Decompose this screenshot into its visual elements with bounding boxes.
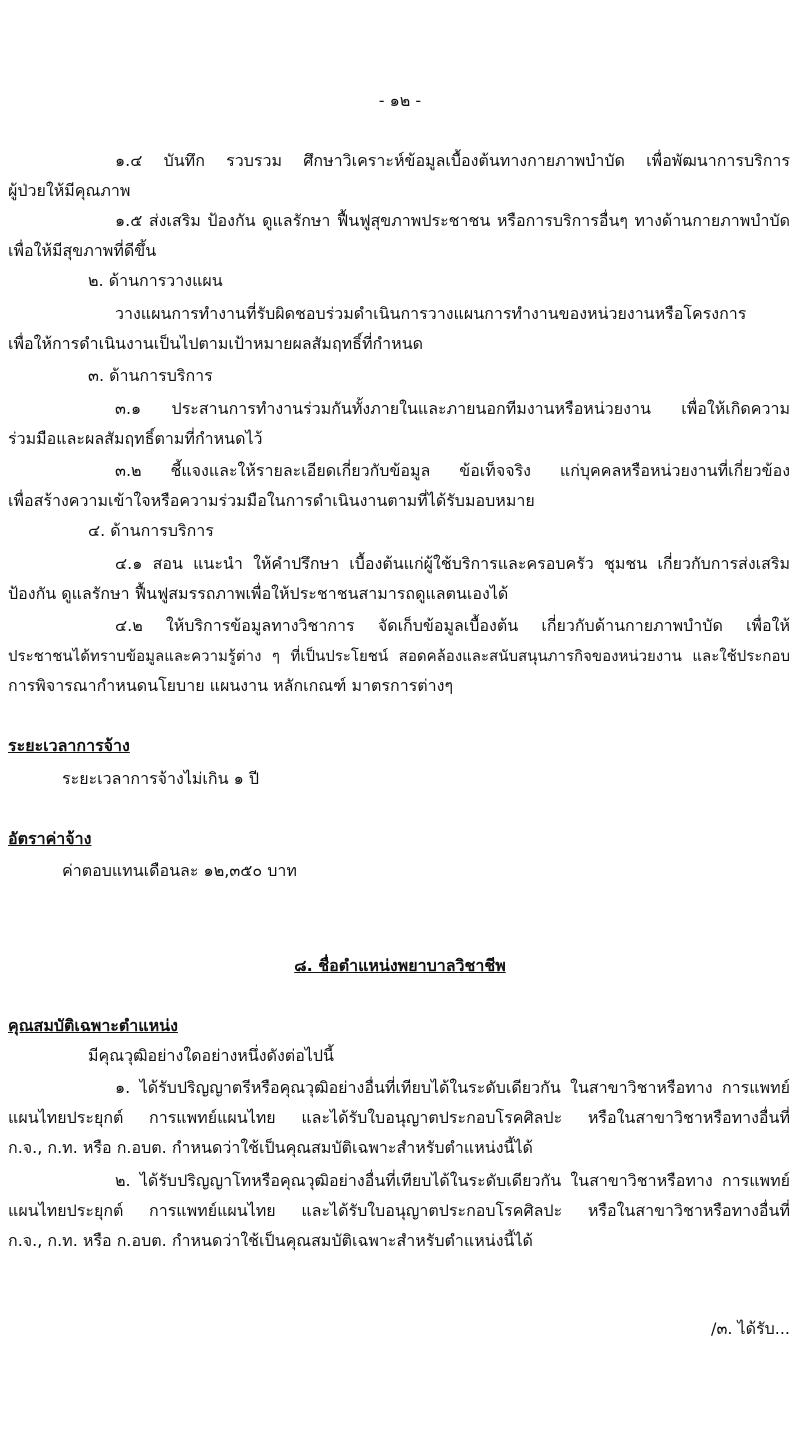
- qualification-2-line-2: แผนไทยประยุกต์ การแพทย์แผนไทย และได้รับใบอนุญาตประกอบโรคศิลปะ หรือในสาขาวิชาหรือทางอื่นที่: [8, 1201, 790, 1220]
- item-3-1-line-1: ๓.๑ ประสานการทำงานร่วมกันทั้งภายในและภายนอกทีมงานหรือหน่วยงาน เพื่อให้เกิดความ: [115, 399, 790, 418]
- section-3-heading: ๓. ด้านการบริการ: [88, 366, 213, 385]
- item-4-1-line-2: ป้องกัน ดูแลรักษา ฟื้นฟูสมรรถภาพเพื่อให้ประชาชนสามารถดูแลตนเองได้: [8, 584, 509, 603]
- qualifications-intro: มีคุณวุฒิอย่างใดอย่างหนึ่งดังต่อไปนี้: [88, 1046, 334, 1065]
- wage-heading: อัตราค่าจ้าง: [8, 829, 92, 848]
- section-2-heading: ๒. ด้านการวางแผน: [88, 271, 223, 290]
- qualification-2-line-1: ๒. ได้รับปริญญาโทหรือคุณวุฒิอย่างอื่นที่เทียบได้ในระดับเดียวกัน ในสาขาวิชาหรือทาง การแพทย์: [115, 1171, 790, 1190]
- qualification-2-line-3: ก.จ., ก.ท. หรือ ก.อบต. กำหนดว่าใช้เป็นคุณสมบัติเฉพาะสำหรับตำแหน่งนี้ได้: [8, 1231, 533, 1250]
- item-4-1-line-1: ๔.๑ สอน แนะนำ ให้คำปรึกษา เบื้องต้นแก่ผู้ใช้บริการและครอบครัว ชุมชน เกี่ยวกับการส่งเสริม: [115, 554, 790, 573]
- item-3-2-line-2: เพื่อสร้างความเข้าใจหรือความร่วมมือในการดำเนินงานตามที่ได้รับมอบหมาย: [8, 491, 535, 510]
- item-3-1-line-2: ร่วมมือและผลสัมฤทธิ์ตามที่กำหนดไว้: [8, 429, 263, 448]
- item-3-2-line-1: ๓.๒ ชี้แจงและให้รายละเอียดเกี่ยวกับข้อมูล ข้อเท็จจริง แก่บุคคลหรือหน่วยงานที่เกี่ยวข้อง: [115, 461, 790, 480]
- position-title: ๘. ชื่อตำแหน่งพยาบาลวิชาชีพ: [294, 956, 506, 975]
- item-1-5-line-2: เพื่อให้มีสุขภาพที่ดีขึ้น: [8, 241, 157, 260]
- page-number: - ๑๒ -: [378, 91, 422, 110]
- item-4-2-line-2: ประชาชนได้ทราบข้อมูลและความรู้ต่าง ๆ ที่เป็นประโยชน์ สอดคล้องและสนับสนุนภารกิจของหน่วยงาน และใช้ประกอบ: [8, 647, 790, 665]
- qualifications-heading: คุณสมบัติเฉพาะตำแหน่ง: [8, 1016, 178, 1035]
- section-2-line-2: เพื่อให้การดำเนินงานเป็นไปตามเป้าหมายผลสัมฤทธิ์ที่กำหนด: [8, 334, 424, 353]
- item-1-4-line-1: ๑.๔ บันทึก รวบรวม ศึกษาวิเคราะห์ข้อมูลเบื้องต้นทางกายภาพบำบัด เพื่อพัฒนาการบริการ: [115, 151, 790, 170]
- duration-heading: ระยะเวลาการจ้าง: [8, 736, 130, 755]
- duration-text: ระยะเวลาการจ้างไม่เกิน ๑ ปี: [62, 769, 260, 788]
- qualification-1-line-1: ๑. ได้รับปริญญาตรีหรือคุณวุฒิอย่างอื่นที่เทียบได้ในระดับเดียวกัน ในสาขาวิชาหรือทาง การแพทย์: [115, 1078, 790, 1097]
- item-1-5-line-1: ๑.๕ ส่งเสริม ป้องกัน ดูแลรักษา ฟื้นฟูสุขภาพประชาชน หรือการบริการอื่นๆ ทางด้านกายภาพบำบัด: [115, 211, 790, 230]
- qualification-1-line-2: แผนไทยประยุกต์ การแพทย์แผนไทย และได้รับใบอนุญาตประกอบโรคศิลปะ หรือในสาขาวิชาหรือทางอื่นที่: [8, 1108, 790, 1127]
- item-1-4-line-2: ผู้ป่วยให้มีคุณภาพ: [8, 181, 131, 200]
- qualification-1-line-3: ก.จ., ก.ท. หรือ ก.อบต. กำหนดว่าใช้เป็นคุณสมบัติเฉพาะสำหรับตำแหน่งนี้ได้: [8, 1138, 533, 1157]
- wage-text: ค่าตอบแทนเดือนละ ๑๒,๓๕๐ บาท: [62, 861, 297, 880]
- section-2-line-1: วางแผนการทำงานที่รับผิดชอบร่วมดำเนินการวางแผนการทำงานของหน่วยงานหรือโครงการ: [115, 304, 747, 323]
- section-4-heading: ๔. ด้านการบริการ: [88, 521, 214, 540]
- continuation-marker: /๓. ได้รับ...: [711, 1319, 790, 1338]
- item-4-2-line-1: ๔.๒ ให้บริการข้อมูลทางวิชาการ จัดเก็บข้อมูลเบื้องต้น เกี่ยวกับด้านกายภาพบำบัด เพื่อให้: [115, 616, 790, 635]
- item-4-2-line-3: การพิจารณากำหนดนโยบาย แผนงาน หลักเกณฑ์ มาตรการต่างๆ: [8, 676, 454, 695]
